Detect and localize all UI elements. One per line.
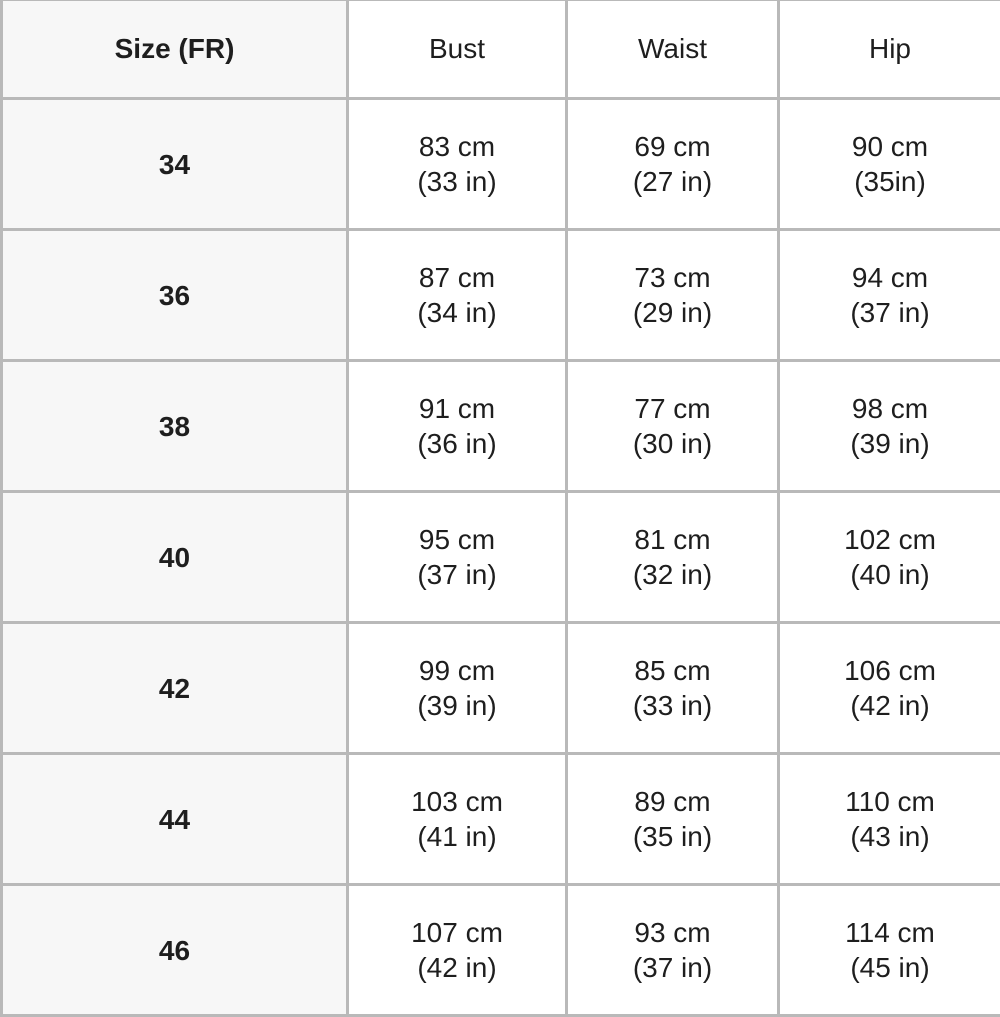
hip-cm-value: 106 cm (780, 653, 1000, 688)
waist-cell (567, 623, 779, 754)
size-cell: 40 (2, 492, 348, 623)
bust-cm-value: 87 cm (349, 260, 565, 295)
waist-in-value: (29 in) (568, 295, 777, 330)
bust-in-value: (42 in) (349, 950, 565, 985)
hip-in-value: (35in) (780, 164, 1000, 199)
header-waist: Waist (567, 0, 779, 99)
waist-cm-value: 89 cm (568, 784, 777, 819)
size-cell: 44 (2, 754, 348, 885)
bust-cm-value: 107 cm (349, 915, 565, 950)
table-row (2, 492, 1000, 623)
waist-cell (567, 99, 779, 230)
size-cell: 46 (2, 885, 348, 1016)
bust-in-value: (34 in) (349, 295, 565, 330)
bust-cell (348, 230, 567, 361)
hip-in-value: (42 in) (780, 688, 1000, 723)
waist-cm-value: 77 cm (568, 391, 777, 426)
bust-in-value: (33 in) (349, 164, 565, 199)
hip-cm-value: 90 cm (780, 129, 1000, 164)
size-cell: 38 (2, 361, 348, 492)
table-row (2, 623, 1000, 754)
hip-cm-value: 98 cm (780, 391, 1000, 426)
waist-cell (567, 361, 779, 492)
waist-in-value: (30 in) (568, 426, 777, 461)
bust-in-value: (36 in) (349, 426, 565, 461)
header-bust: Bust (348, 0, 567, 99)
bust-cell (348, 623, 567, 754)
hip-cm-value: 114 cm (780, 915, 1000, 950)
hip-in-value: (40 in) (780, 557, 1000, 592)
table-row (2, 230, 1000, 361)
bust-cell (348, 492, 567, 623)
waist-cm-value: 81 cm (568, 522, 777, 557)
waist-cm-value: 73 cm (568, 260, 777, 295)
hip-cell (779, 754, 1000, 885)
waist-in-value: (37 in) (568, 950, 777, 985)
bust-cell (348, 361, 567, 492)
bust-in-value: (37 in) (349, 557, 565, 592)
hip-in-value: (39 in) (780, 426, 1000, 461)
bust-cm-value: 91 cm (349, 391, 565, 426)
table-row (2, 361, 1000, 492)
hip-in-value: (43 in) (780, 819, 1000, 854)
hip-cm-value: 110 cm (780, 784, 1000, 819)
size-cell: 34 (2, 99, 348, 230)
bust-cm-value: 99 cm (349, 653, 565, 688)
waist-in-value: (27 in) (568, 164, 777, 199)
hip-in-value: (37 in) (780, 295, 1000, 330)
waist-cm-value: 85 cm (568, 653, 777, 688)
hip-cell (779, 99, 1000, 230)
hip-cell (779, 885, 1000, 1016)
waist-cell (567, 754, 779, 885)
waist-cm-value: 69 cm (568, 129, 777, 164)
waist-in-value: (32 in) (568, 557, 777, 592)
bust-in-value: (41 in) (349, 819, 565, 854)
waist-cm-value: 93 cm (568, 915, 777, 950)
waist-cell (567, 885, 779, 1016)
waist-in-value: (33 in) (568, 688, 777, 723)
hip-cm-value: 94 cm (780, 260, 1000, 295)
header-size: Size (FR) (2, 0, 348, 99)
bust-cm-value: 103 cm (349, 784, 565, 819)
table-row (2, 885, 1000, 1016)
hip-cell (779, 230, 1000, 361)
hip-cell (779, 361, 1000, 492)
hip-cell (779, 492, 1000, 623)
waist-in-value: (35 in) (568, 819, 777, 854)
header-row (2, 0, 1000, 99)
bust-cm-value: 95 cm (349, 522, 565, 557)
hip-in-value: (45 in) (780, 950, 1000, 985)
bust-cell (348, 885, 567, 1016)
waist-cell (567, 230, 779, 361)
size-cell: 42 (2, 623, 348, 754)
bust-in-value: (39 in) (349, 688, 565, 723)
size-cell: 36 (2, 230, 348, 361)
bust-cell (348, 99, 567, 230)
waist-cell (567, 492, 779, 623)
header-hip: Hip (779, 0, 1000, 99)
hip-cm-value: 102 cm (780, 522, 1000, 557)
bust-cell (348, 754, 567, 885)
bust-cm-value: 83 cm (349, 129, 565, 164)
table-row (2, 754, 1000, 885)
hip-cell (779, 623, 1000, 754)
table-row (2, 99, 1000, 230)
